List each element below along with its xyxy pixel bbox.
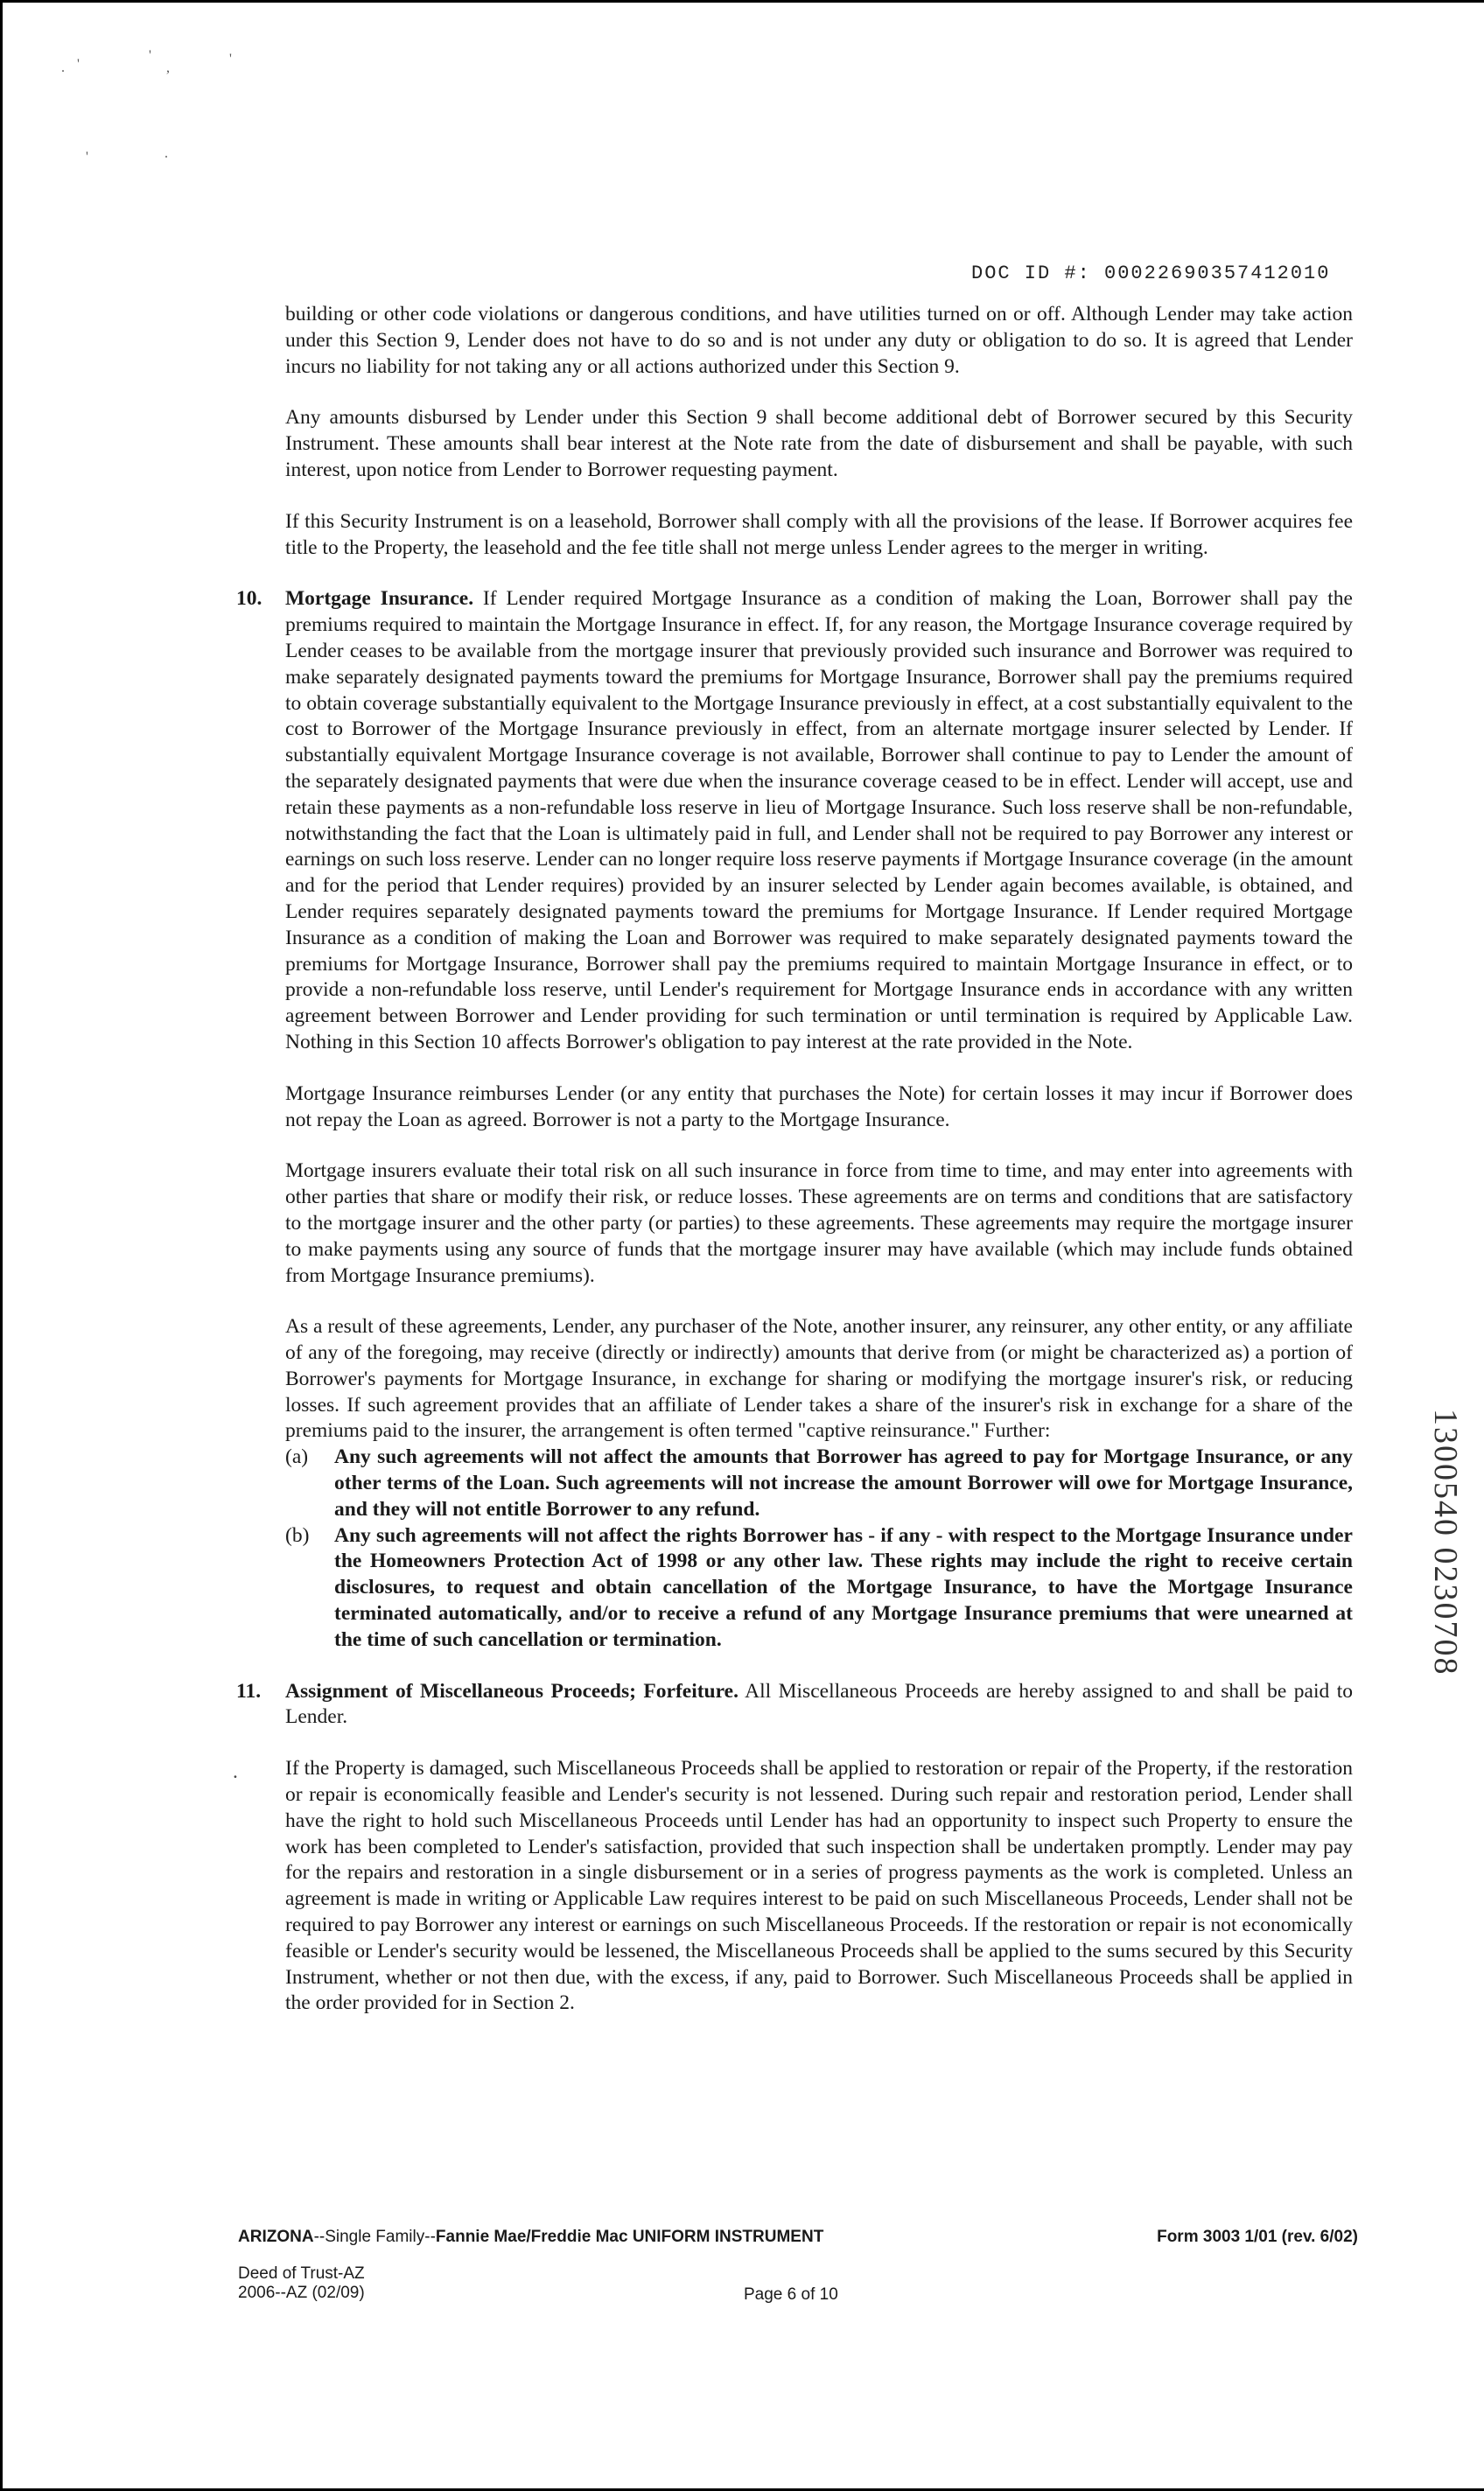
- scan-speck: ': [149, 48, 151, 63]
- footer-form-number: Form 3003 1/01 (rev. 6/02): [1157, 2228, 1358, 2246]
- footer-family: --Single Family--: [313, 2228, 436, 2246]
- scan-speck: ': [77, 57, 80, 72]
- page-number: Page 6 of 10: [744, 2285, 838, 2304]
- paragraph-text: If the Property is damaged, such Miscellaneous Proceeds shall be applied to restoration or repair of the Property, if the restoration or repair is economically feasible and Lender's security is not lessened. During such repair and restoration period, Lender shall have the right to hold such Miscellaneous Proceeds until Lender has had an opportunity to inspect such Property to ensure the work has been completed to Lender's satisfaction, provided that such inspection shall be undertaken promptly. Lender may pay for the repairs and restoration in a single disbursement or in a series of progress payments as the work is completed. Unless an agreement is made in writing or Applicable Law requires interest to be paid on such Miscellaneous Proceeds, Lender shall not be required to pay Borrower any interest or earnings on such Miscellaneous Proceeds. If the restoration or repair is not economically feasible or Lender's security would be lessened, the Miscellaneous Proceeds shall be applied to the sums secured by this Security Instrument, whether or not then due, with the excess, if any, paid to Borrower. Such Miscellaneous Proceeds shall be applied in the order provided for in Section 2.: [285, 1757, 1353, 2015]
- top-border: [0, 0, 1484, 3]
- doc-id: DOC ID #: 00022690357412010: [971, 262, 1331, 284]
- paragraph: As a result of these agreements, Lender, any purchaser of the Note, another insurer, any reinsurer, any other entity, or any affiliate of any of the foregoing, may receive (directly or indirectly) amounts that derive from (or might be characterized as) a portion of Borrower's payments for Mortgage Insurance, in exchange for sharing or modifying the mortgage insurer's risk, or reducing losses. If such agreement provides that an affiliate of Lender takes a share of the insurer's risk in exchange for a share of the premiums paid to the insurer, the arrangement is often termed "captive reinsurance." Further:: [285, 1315, 1353, 1443]
- paragraph: building or other code violations or dangerous conditions, and have utilities turned on or off. Although Lender may take action under this Section 9, Lender does not have to do so and is not under any duty or obligation to do so. It is agreed that Lender incurs no liability for not taking any or all actions authorized under this Section 9.: [285, 303, 1353, 378]
- list-item-label: (a): [285, 1445, 309, 1469]
- scan-mark: .: [233, 1760, 238, 1784]
- scan-speck: ': [229, 52, 232, 66]
- footer-instrument: [238, 2228, 823, 2247]
- footer-uniform: Fannie Mae/Freddie Mac UNIFORM INSTRUMENT: [435, 2228, 824, 2246]
- section-body: All Miscellaneous Proceeds are hereby assigned to and shall be paid to Lender.: [285, 1679, 1354, 1729]
- list-item-text: Any such agreements will not affect the amounts that Borrower has agreed to pay for Mortgage Insurance, or any other terms of the Loan. Such agreements will not increase the amount Borrower will owe for Mortgage Insurance, and they will not entitle Borrower to any refund.: [334, 1445, 1353, 1521]
- section-number: 11.: [236, 1679, 262, 1703]
- section-number: 10.: [236, 587, 262, 611]
- list-item: [285, 1445, 1353, 1522]
- recording-stamp: 1300540 0230708: [1427, 1409, 1464, 1676]
- document-body: [233, 302, 1354, 2042]
- bold-list: [285, 1445, 1353, 1653]
- paragraph: Mortgage Insurance reimburses Lender (or any entity that purchases the Note) for certain losses it may incur if Borrower does not repay the Loan as agreed. Borrower is not a party to the Mortgage Insurance.: [285, 1081, 1353, 1131]
- paragraph: If this Security Instrument is on a leasehold, Borrower shall comply with all the provisions of the lease. If Borrower acquires fee title to the Property, the leasehold and the fee title shall not merge unless Lender agrees to the merger in writing.: [285, 509, 1353, 559]
- scan-speck: .: [61, 60, 65, 75]
- section-11: [236, 1679, 1354, 1732]
- footer-code: 2006--AZ (02/09): [238, 2284, 365, 2302]
- paragraph: Any amounts disbursed by Lender under this Section 9 shall become additional debt of Borrower secured by this Security Instrument. These amounts shall bear interest at the Note rate from the date of disbursement and shall be payable, with such interest, upon notice from Lender to Borrower requesting payment.: [285, 406, 1353, 481]
- paragraph: Mortgage insurers evaluate their total risk on all such insurance in force from time to time, and may enter into agreements with other parties that share or modify their risk, or reduce losses. These agreements are on terms and conditions that are satisfactory to the mortgage insurer and the other party (or parties) to these agreements. These agreements may require the mortgage insurer to make payments using any source of funds that the mortgage insurer may have available (which may include funds obtained from Mortgage Insurance premiums).: [285, 1159, 1353, 1287]
- list-item-label: (b): [285, 1523, 310, 1547]
- section-10: [236, 586, 1353, 1055]
- left-border: [0, 0, 3, 2491]
- section-heading: Mortgage Insurance.: [285, 587, 474, 611]
- list-item-text: Any such agreements will not affect the rights Borrower has - if any - with respect to the Mortgage Insurance under the Homeowners Protection Act of 1998 or any other law. These rights may include the right to receive certain disclosures, to request and obtain cancellation of the Mortgage Insurance, to have the Mortgage Insurance terminated automatically, and/or to receive a refund of any Mortgage Insurance premiums that were unearned at the time of such cancellation or termination.: [334, 1523, 1353, 1651]
- section-body: If Lender required Mortgage Insurance as a condition of making the Loan, Borrower shall pay the premiums required to maintain the Mortgage Insurance in effect. If, for any reason, the Mortgage Insurance coverage required by Lender ceases to be available from the mortgage insurer that previously provided such insurance and Borrower was required to make separately designated payments toward the premiums for Mortgage Insurance, Borrower shall pay the premiums required to obtain coverage substantially equivalent to the Mortgage Insurance previously in effect, at a cost substantially equivalent to the cost to Borrower of the Mortgage Insurance previously in effect, from an alternate mortgage insurer selected by Lender. If substantially equivalent Mortgage Insurance coverage is not available, Borrower shall continue to pay to Lender the amount of the separately designated payments that were due when the insurance coverage ceased to be in effect. Lender will accept, use and retain these payments as a non-refundable loss reserve in lieu of Mortgage Insurance. Such loss reserve shall be non-refundable, notwithstanding the fact that the Loan is ultimately paid in full, and Lender shall not be required to pay Borrower any interest or earnings on such loss reserve. Lender can no longer require loss reserve payments if Mortgage Insurance coverage (in the amount and for the period that Lender requires) provided by an insurer selected by Lender again becomes available, is obtained, and Lender requires separately designated payments toward the premiums for Mortgage Insurance. If Lender required Mortgage Insurance as a condition of making the Loan and Borrower was required to make separately designated payments toward the premiums for Mortgage Insurance, Borrower shall pay the premiums required to maintain Mortgage Insurance in effect, or to provide a non-refundable loss reserve, until Lender's requirement for Mortgage Insurance ends in accordance with any written agreement between Borrower and Lender providing for such termination or until termination is required by Applicable Law. Nothing in this Section 10 affects Borrower's obligation to pay interest at the rate provided in the Note.: [285, 587, 1353, 1053]
- scan-speck: ': [86, 150, 88, 164]
- list-item: [285, 1523, 1353, 1654]
- footer-state: ARIZONA: [238, 2228, 314, 2246]
- scan-speck: .: [164, 146, 168, 161]
- scan-speck: ,: [166, 60, 170, 75]
- footer-deed: Deed of Trust-AZ: [238, 2264, 365, 2283]
- paragraph: [233, 1756, 1353, 2017]
- section-heading: Assignment of Miscellaneous Proceeds; Forfeiture.: [285, 1679, 738, 1703]
